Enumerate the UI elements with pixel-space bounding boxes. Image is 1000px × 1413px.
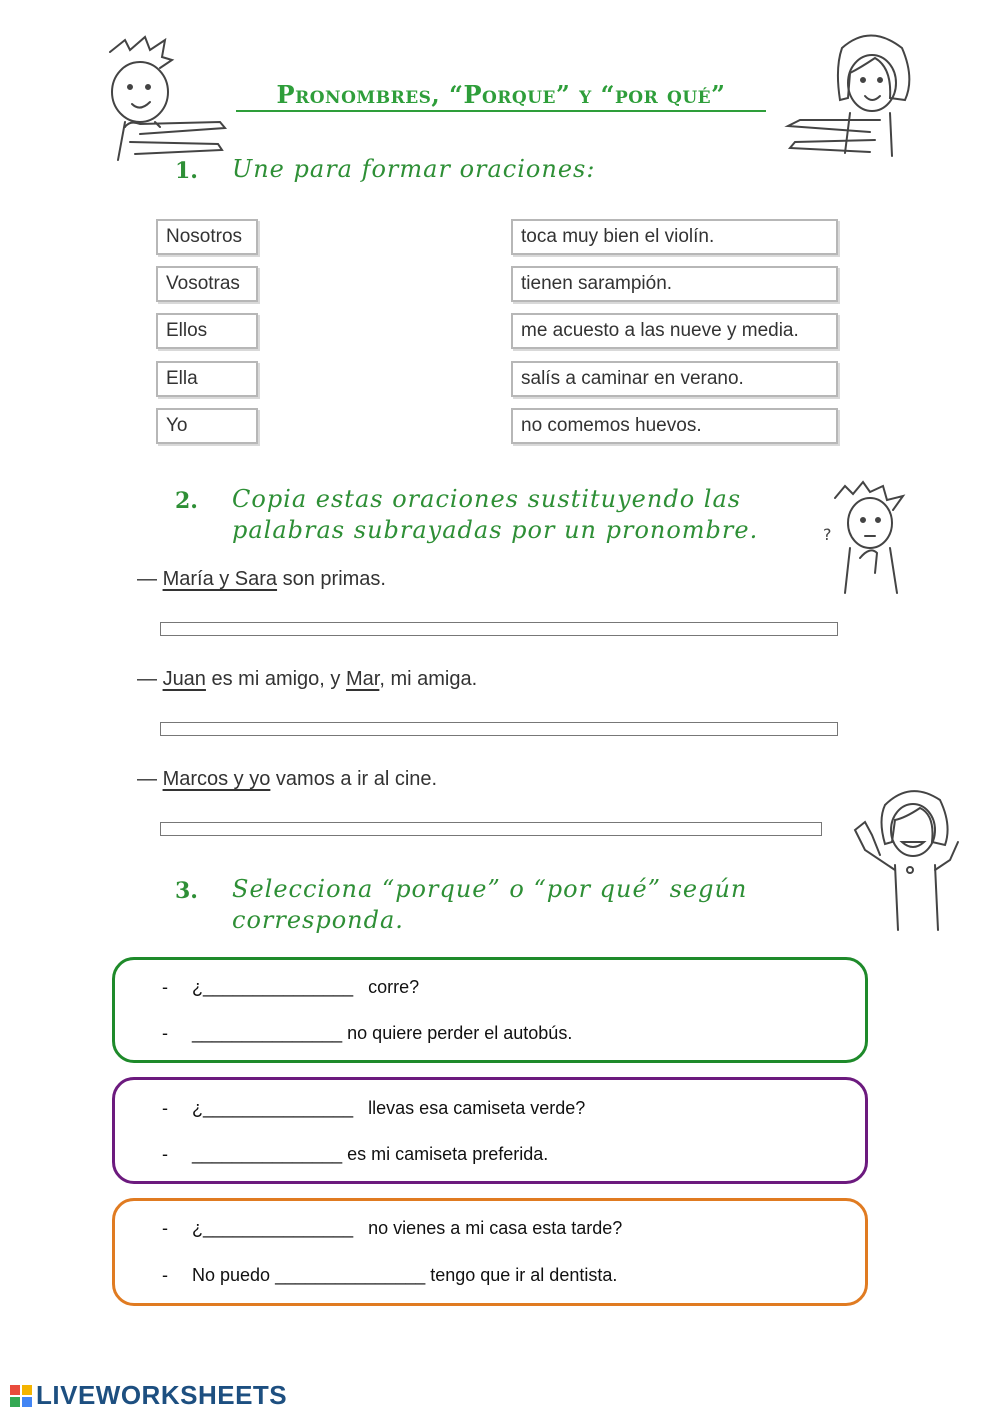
girl-pointing-illustration	[780, 28, 920, 163]
exercise-row[interactable]: ¿_______________ no vienes a mi casa esta tarde?	[192, 1218, 623, 1238]
logo-icon	[10, 1385, 34, 1409]
pronoun-box[interactable]: Vosotras	[156, 266, 258, 302]
question-3-number: 3.	[175, 878, 198, 904]
underlined-words: Juan	[162, 668, 206, 690]
green-exercise-box	[112, 957, 868, 1063]
brand-text: LIVEWORKSHEETS	[36, 1380, 288, 1410]
girl-cheering-illustration	[840, 780, 960, 940]
question-3-instruction-line2: corresponda.	[232, 906, 404, 934]
predicate-box[interactable]: no comemos huevos.	[511, 408, 838, 444]
pronoun-box[interactable]: Ellos	[156, 313, 258, 349]
answer-input-1[interactable]	[160, 622, 838, 636]
exercise-row[interactable]: _______________ no quiere perder el autobús.	[192, 1023, 573, 1043]
question-3-instruction-line1: Selecciona “porque” o “por qué” según	[232, 875, 748, 903]
exercise-row[interactable]: _______________ es mi camiseta preferida.	[192, 1144, 549, 1164]
sentence-3	[137, 768, 437, 791]
pronoun-box[interactable]: Yo	[156, 408, 258, 444]
dash: —	[137, 568, 157, 590]
thinking-boy-illustration	[815, 478, 910, 603]
svg-text:?: ?	[823, 525, 832, 544]
question-1-number: 1.	[175, 158, 198, 184]
sentence-2	[137, 668, 477, 691]
underlined-words: Mar	[345, 668, 380, 690]
predicate-box[interactable]: me acuesto a las nueve y media.	[511, 313, 838, 349]
sentence-text: es mi amigo, y	[205, 668, 346, 690]
dash: —	[137, 768, 157, 790]
predicate-box[interactable]: tienen sarampión.	[511, 266, 838, 302]
sentence-1	[137, 568, 386, 591]
pronoun-box[interactable]: Nosotros	[156, 219, 258, 255]
bullet-dash: -	[162, 1144, 168, 1164]
answer-input-2[interactable]	[160, 722, 838, 736]
question-1-instruction: Une para formar oraciones:	[232, 155, 596, 183]
bullet-dash: -	[162, 1098, 168, 1118]
question-2-instruction-line1: Copia estas oraciones sustituyendo las	[232, 485, 742, 513]
predicate-box[interactable]: toca muy bien el violín.	[511, 219, 838, 255]
purple-exercise-box	[112, 1077, 868, 1184]
exercise-row[interactable]: ¿_______________ corre?	[192, 977, 420, 997]
underlined-words: María y Sara	[162, 568, 278, 590]
dash: —	[137, 668, 157, 690]
sentence-text: vamos a ir al cine.	[270, 768, 438, 790]
page-title: Pronombres, “Porque” y “por qué”	[236, 80, 766, 112]
predicate-box[interactable]: salís a caminar en verano.	[511, 361, 838, 397]
orange-exercise-box	[112, 1198, 868, 1306]
underlined-words: Marcos y yo	[162, 768, 271, 790]
bullet-dash: -	[162, 1218, 168, 1238]
question-2-instruction-line2: palabras subrayadas por un pronombre.	[232, 516, 759, 544]
question-2-number: 2.	[175, 488, 198, 514]
bullet-dash: -	[162, 1023, 168, 1043]
exercise-row[interactable]: No puedo _______________ tengo que ir al dentista.	[192, 1265, 618, 1285]
bullet-dash: -	[162, 977, 168, 997]
exercise-row[interactable]: ¿_______________ llevas esa camiseta verde?	[192, 1098, 586, 1118]
pronoun-box[interactable]: Ella	[156, 361, 258, 397]
sentence-text: son primas.	[277, 568, 386, 590]
sentence-text: , mi amiga.	[379, 668, 478, 690]
boy-pointing-illustration	[100, 32, 235, 162]
answer-input-3[interactable]	[160, 822, 822, 836]
liveworksheets-logo	[10, 1380, 287, 1411]
bullet-dash: -	[162, 1265, 168, 1285]
